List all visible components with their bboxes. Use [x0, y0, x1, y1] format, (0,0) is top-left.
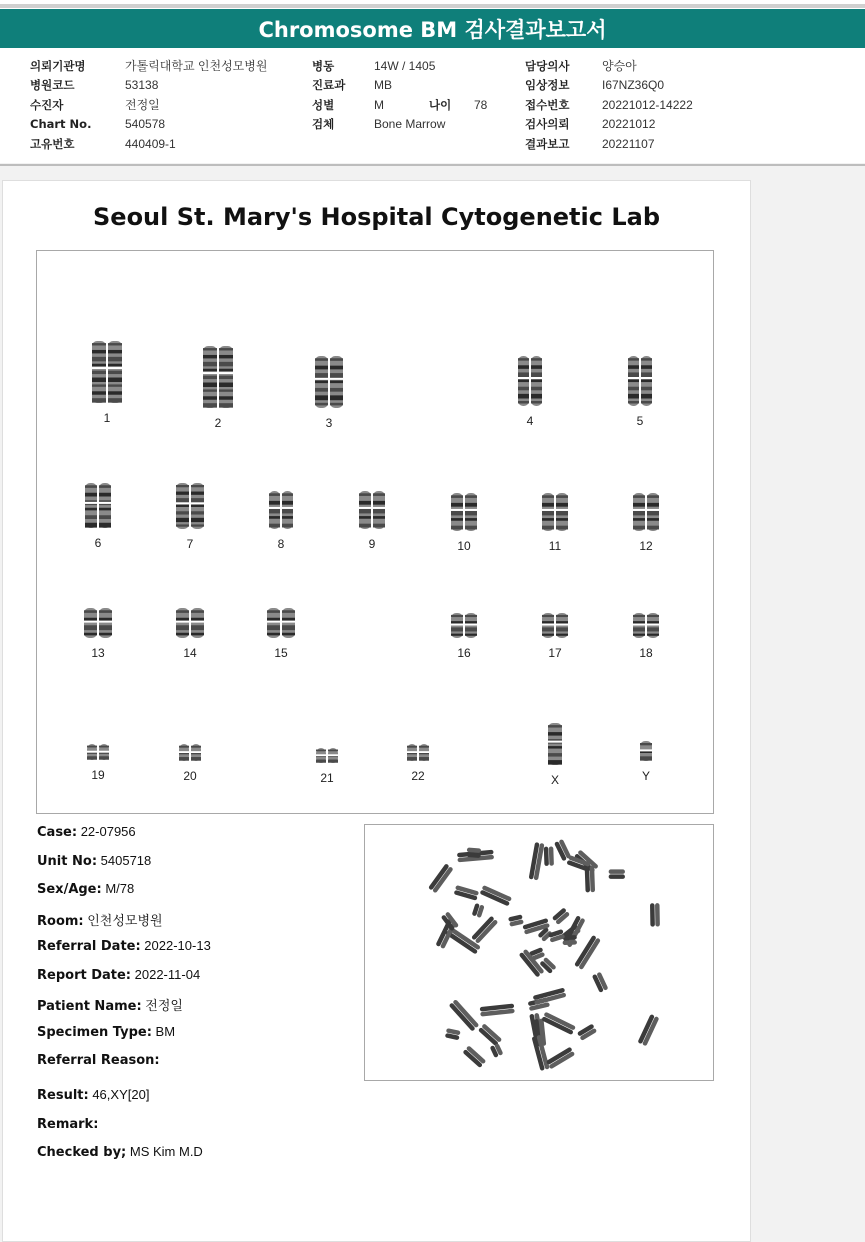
chromosome-pair-5 [615, 356, 665, 430]
metaphase-chromosome [533, 988, 567, 1006]
info-label: 접수번호 [525, 97, 570, 112]
metaphase-chromosome [529, 842, 545, 880]
field-label: Patient Name: [37, 999, 142, 1014]
info-label: 성별 [312, 97, 335, 112]
chromosome-pair-10 [439, 493, 489, 555]
chromosome-image [615, 356, 665, 406]
chromosome-number: 8 [277, 537, 285, 551]
chromosome-image [193, 346, 243, 408]
chromosome-number: 4 [526, 414, 534, 428]
info-column-3 [525, 56, 693, 154]
chromosome-pair-Y [621, 741, 671, 785]
info-label: 수진자 [30, 97, 64, 112]
info-value: 가톨릭대학교 인천성모병원 [125, 59, 268, 74]
field-value: 인천성모병원 [87, 912, 163, 928]
case-details [37, 824, 211, 1081]
metaphase-chromosome [544, 846, 554, 866]
info-label: 담당의사 [525, 58, 570, 73]
chromosome-image [165, 744, 215, 761]
result-details [37, 1087, 203, 1173]
header-rule [0, 4, 865, 8]
field-label: Referral Reason: [37, 1053, 160, 1068]
info-row [312, 115, 487, 135]
metaphase-chromosome [552, 907, 570, 925]
metaphase-chromosome [592, 972, 609, 993]
metaphase-chromosome [471, 916, 498, 944]
chromosome-pair-X [530, 723, 580, 789]
chromosome-pair-17 [530, 613, 580, 662]
chromosome-image [505, 356, 555, 406]
info-label: 결과보고 [525, 136, 570, 151]
lab-title: Seoul St. Mary's Hospital Cytogenetic Lab [93, 203, 660, 231]
metaphase-chromosome [532, 1035, 550, 1071]
chromosome-number: 14 [183, 646, 197, 660]
info-label: Chart No. [30, 117, 92, 132]
chromosome-image [347, 491, 397, 529]
metaphase-chromosome [449, 999, 480, 1032]
info-value: 53138 [125, 78, 159, 93]
metaphase-chromosome [548, 929, 565, 943]
field-value: 2022-11-04 [134, 966, 201, 982]
chromosome-image [304, 356, 354, 408]
info-row [30, 134, 267, 154]
info-value: 440409-1 [125, 136, 176, 151]
info-row [525, 134, 693, 154]
field-value: 5405718 [100, 852, 152, 868]
chromosome-image [73, 483, 123, 528]
chromosome-pair-21 [302, 748, 352, 787]
chromosome-pair-11 [530, 493, 580, 555]
field-value: MS Kim M.D [129, 1144, 203, 1159]
field-label: Unit No: [37, 853, 98, 869]
info-column-1 [30, 56, 267, 154]
chromosome-image [165, 483, 215, 529]
info-label: 의뢰기관명 [30, 58, 86, 73]
chromosome-image [439, 493, 489, 531]
field-value: 전정일 [145, 998, 183, 1013]
chromosome-number: 15 [274, 646, 288, 660]
field-value: BM [155, 1023, 176, 1039]
chromosome-pair-15 [256, 608, 306, 662]
chromosome-number: 22 [411, 769, 425, 783]
chromosome-image [73, 608, 123, 638]
chromosome-image [393, 744, 443, 761]
info-row [312, 95, 487, 115]
field-patient-name [37, 995, 211, 1024]
chromosome-pair-1 [82, 341, 132, 427]
chromosome-number: 11 [548, 539, 562, 553]
metaphase-chromosome [650, 903, 660, 927]
info-divider [0, 164, 865, 166]
info-value: MB [374, 78, 392, 93]
field-referral-date [37, 938, 211, 967]
chromosome-image [621, 741, 671, 761]
metaphase-chromosome [445, 1028, 461, 1040]
field-value: 22-07956 [80, 824, 136, 839]
info-column-2 [312, 56, 487, 134]
metaphase-chromosome [478, 1023, 502, 1046]
chromosome-pair-20 [165, 744, 215, 785]
info-value: 20221107 [602, 136, 655, 151]
field-label: Specimen Type: [37, 1024, 152, 1040]
metaphase-chromosome [490, 1043, 504, 1058]
info-label: 병동 [312, 58, 335, 73]
field-label: Result: [37, 1088, 89, 1103]
chromosome-number: X [550, 773, 559, 787]
chromosome-number: 17 [548, 646, 562, 660]
chromosome-image [530, 723, 580, 765]
field-value: 46,XY[20] [92, 1087, 150, 1102]
chromosome-image [165, 608, 215, 638]
patient-info-panel [0, 48, 865, 163]
metaphase-chromosome [577, 1024, 597, 1041]
field-sex-age [37, 881, 211, 910]
field-result [37, 1087, 203, 1116]
chromosome-number: 12 [639, 539, 653, 553]
chromosome-number: 20 [183, 769, 197, 783]
metaphase-chromosome [574, 935, 601, 970]
age-value: 78 [474, 97, 488, 112]
info-value: 14W / 1405 [374, 58, 436, 73]
metaphase-chromosome [472, 903, 485, 918]
chromosome-number: 3 [325, 416, 333, 430]
chromosome-number: 16 [457, 646, 471, 660]
chromosome-pair-12 [621, 493, 671, 555]
info-value: M [374, 97, 384, 112]
chromosome-image [256, 608, 306, 638]
chromosome-image [530, 493, 580, 531]
chromosome-pair-3 [304, 356, 354, 432]
field-checked-by [37, 1144, 203, 1173]
field-label: Referral Date: [37, 939, 141, 954]
info-row [525, 76, 693, 96]
info-label: 고유번호 [30, 136, 75, 151]
field-specimen-type [37, 1024, 211, 1053]
field-label: Remark: [37, 1116, 99, 1132]
info-value: 20221012 [602, 117, 656, 132]
chromosome-number: 9 [368, 537, 376, 551]
chromosome-image [73, 744, 123, 760]
chromosome-pair-22 [393, 744, 443, 785]
metaphase-chromosome [428, 863, 454, 893]
info-value: 20221012-14222 [602, 97, 693, 112]
info-row [525, 56, 693, 76]
chromosome-image [439, 613, 489, 638]
chromosome-pair-6 [73, 483, 123, 552]
chromosome-image [621, 613, 671, 638]
chromosome-number: 18 [639, 646, 653, 660]
field-referral-reason [37, 1052, 211, 1081]
age-label: 나이 [429, 97, 452, 112]
chromosome-number: 10 [457, 539, 471, 553]
info-value: 540578 [125, 117, 166, 132]
chromosome-image [530, 613, 580, 638]
info-label: 진료과 [312, 78, 346, 93]
info-row [525, 115, 693, 135]
info-row [312, 56, 487, 76]
chromosome-number: 7 [186, 537, 194, 551]
field-case [37, 824, 211, 853]
chromosome-number: 5 [636, 414, 644, 428]
info-label: 검사의뢰 [525, 117, 570, 132]
info-value: 양승아 [602, 59, 637, 74]
field-report-date [37, 967, 211, 996]
metaphase-chromosome [546, 1047, 575, 1070]
metaphase-chromosome [637, 1014, 659, 1047]
info-row [525, 95, 693, 115]
chromosome-number: 19 [91, 768, 105, 782]
karyogram [36, 250, 714, 814]
chromosome-pair-16 [439, 613, 489, 662]
info-row [30, 115, 267, 135]
chromosome-pair-9 [347, 491, 397, 553]
info-label: 임상정보 [525, 78, 570, 93]
field-value: 2022-10-13 [144, 938, 211, 953]
field-label: Room: [37, 913, 84, 929]
chromosome-number: 13 [91, 646, 105, 660]
info-row [30, 76, 267, 96]
info-label: 검체 [312, 117, 335, 132]
info-row [312, 76, 487, 96]
chromosome-image [256, 491, 306, 529]
metaphase-spread [365, 825, 713, 1080]
chromosome-pair-13 [73, 608, 123, 662]
field-label: Checked by; [37, 1145, 127, 1160]
info-value: Bone Marrow [374, 117, 446, 132]
metaphase-chromosome [609, 869, 625, 879]
info-value: I67NZ36Q0 [602, 78, 665, 93]
metaphase-chromosome [480, 885, 512, 906]
chromosome-pair-8 [256, 491, 306, 553]
chromosome-image [302, 748, 352, 763]
info-row [30, 56, 267, 76]
chromosome-pair-7 [165, 483, 215, 553]
metaphase-chromosome [541, 1012, 576, 1035]
chromosome-image [82, 341, 132, 403]
field-label: Case: [37, 825, 78, 840]
chromosome-number: 1 [103, 411, 111, 425]
chromosome-pair-4 [505, 356, 555, 430]
field-value: M/78 [105, 881, 135, 896]
chromosome-pair-19 [73, 744, 123, 784]
metaphase-image [364, 824, 714, 1081]
chromosome-image [621, 493, 671, 531]
metaphase-chromosome [454, 885, 479, 901]
info-value: 전정일 [125, 98, 160, 113]
chromosome-pair-14 [165, 608, 215, 662]
field-label: Report Date: [37, 967, 132, 983]
field-remark [37, 1116, 203, 1145]
field-room [37, 910, 211, 939]
chromosome-pair-2 [193, 346, 243, 432]
chromosome-number: 6 [94, 536, 102, 550]
report-title: Chromosome BM 검사결과보고서 [0, 9, 865, 48]
field-unit-no [37, 853, 211, 882]
chromosome-number: Y [641, 769, 650, 783]
metaphase-chromosome [480, 1004, 515, 1017]
chromosome-pair-18 [621, 613, 671, 662]
field-label: Sex/Age: [37, 882, 102, 897]
info-row [30, 95, 267, 115]
chromosome-number: 2 [214, 416, 222, 430]
info-label: 병원코드 [30, 78, 75, 93]
metaphase-chromosome [462, 1045, 486, 1068]
chromosome-number: 21 [320, 771, 334, 785]
metaphase-chromosome [508, 914, 524, 926]
